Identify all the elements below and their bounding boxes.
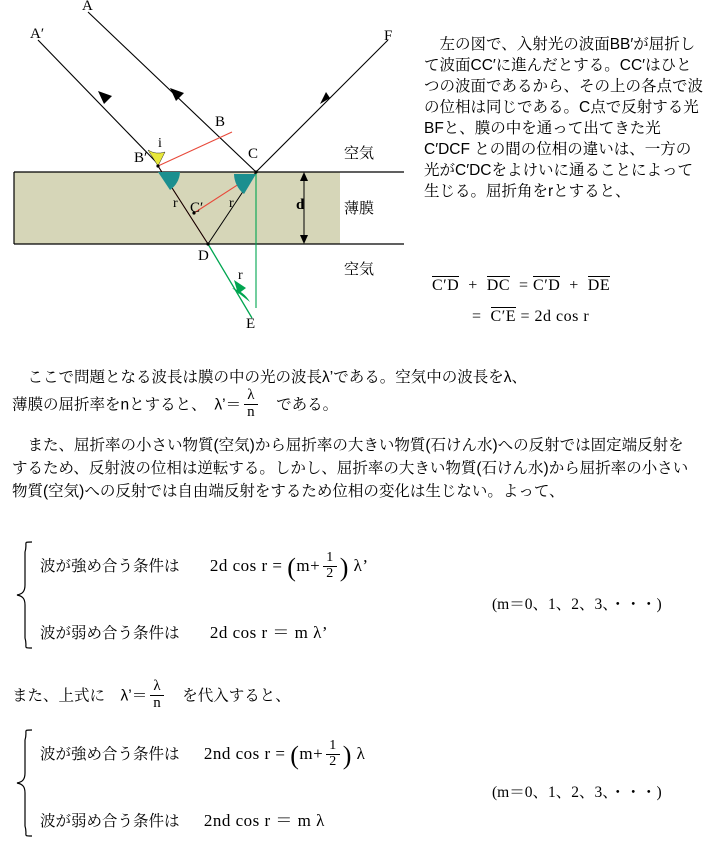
formula-term-DE: DE — [587, 277, 611, 294]
formula-equals-2: = — [472, 308, 487, 325]
label-air-top: 空気 — [344, 145, 375, 162]
formula-term-CprimeE: C′E — [490, 308, 516, 325]
label-C: C — [248, 146, 259, 162]
strengthen-eq-m-2: m+ — [299, 744, 324, 764]
body-paragraph-1 — [12, 366, 702, 389]
fraction-numerator: 1 — [329, 738, 337, 753]
body-paragraph-1b — [12, 389, 702, 422]
weaken-condition-row-2 — [40, 806, 325, 831]
transmitted-ray-D-E — [208, 244, 252, 318]
strengthen-condition-label-2: 波が強め合う条件は — [40, 746, 180, 764]
right-paragraph-1: 左の図で、入射光の波面BB′が屈折して波面CC′に進んだとする。CC′はひとつの波面であるから、その上の各点で波の位相は同じである。C点で反射する光BFと、膜の中を通って出てきた光 C′DCF との間の位相の違いは、一方の光がC′DCをよけいに通ることによって生じる。屈折角をrとすると、 — [424, 36, 704, 200]
paragraph-2-text: また、屈折率の小さい物質(空気)から屈折率の大きい物質(石けん水)への反射では固定端反射をするため、反射波の位相は逆転する。しかし、屈折率の大きい物質(石けん水)から屈折率の小さい物質(空気)への反射では自由端反射をするため位相の変化は生じない。よって、 — [12, 437, 689, 500]
fraction-denominator: n — [150, 695, 164, 712]
fraction-denominator: 2 — [326, 754, 340, 770]
label-angle-r-right: r — [229, 196, 234, 211]
weaken-equation-1: 2d cos r ＝ m λ’ — [209, 623, 329, 642]
label-E: E — [246, 316, 256, 332]
label-D: D — [198, 248, 209, 264]
label-angle-r-left: r — [173, 196, 178, 211]
brace-1 — [14, 540, 38, 650]
fraction-denominator: n — [244, 404, 258, 421]
fraction-numerator: λ — [247, 387, 255, 403]
condition-group-1 — [14, 540, 700, 650]
figure-svg — [0, 0, 420, 360]
strengthen-equation-1 — [210, 552, 369, 582]
brace-2 — [14, 728, 38, 838]
strengthen-condition-label-1: 波が強め合う条件は — [40, 558, 180, 576]
body-paragraph-2 — [12, 434, 698, 503]
strengthen-eq-pre-1: 2d cos r = — [209, 556, 283, 576]
fraction-numerator: λ — [153, 678, 161, 694]
fraction-one-half-1 — [323, 551, 337, 581]
fraction-one-half-2 — [326, 739, 340, 769]
strengthen-eq-post-1: λ’ — [353, 556, 369, 576]
label-A-prime: A′ — [30, 26, 45, 42]
point-D-dot — [206, 242, 209, 245]
condition-group-2 — [14, 728, 700, 838]
paragraph-1-line-2-pre: 薄膜の屈折率をnとすると、 λ’＝ — [12, 396, 242, 414]
strengthen-condition-row-2 — [40, 740, 365, 770]
label-film: 薄膜 — [344, 200, 375, 217]
point-C-dot — [254, 170, 257, 173]
formula-line2-rest: = 2d cos r — [520, 308, 590, 325]
brace-1-path — [17, 542, 32, 648]
weaken-equation-2: 2nd cos r ＝ m λ — [203, 811, 325, 830]
m-range-2: (m＝0、1、2、3、・・・) — [492, 784, 662, 801]
strengthen-eq-post-2: λ — [356, 744, 366, 764]
paragraph-3-post: を代入すると、 — [166, 687, 291, 705]
m-range-1: (m＝0、1、2、3、・・・) — [492, 596, 662, 613]
fraction-denominator: 2 — [323, 566, 337, 582]
right-paren-2: ) — [342, 741, 352, 771]
fraction-numerator: 1 — [326, 550, 334, 565]
strengthen-condition-row-1 — [40, 552, 369, 582]
left-paren-1: ( — [287, 553, 297, 583]
formula-term-CprimeD: C′D — [432, 277, 460, 294]
formula-line-1 — [432, 276, 706, 295]
left-paren-2: ( — [290, 741, 300, 771]
weaken-condition-row-1 — [40, 618, 328, 643]
weaken-condition-label-2: 波が弱め合う条件は — [40, 813, 180, 830]
paragraph-3-pre: また、上式に λ’＝ — [12, 687, 148, 705]
right-paren-1: ) — [339, 553, 349, 583]
fraction-lambda-over-n-1 — [244, 388, 258, 421]
arrow-ray-Aprime — [98, 91, 112, 104]
strengthen-equation-2 — [204, 740, 366, 770]
label-B: B — [215, 114, 226, 130]
wavefront-BBprime — [158, 132, 232, 166]
fraction-lambda-over-n-2 — [150, 679, 164, 712]
formula-term-DC: DC — [486, 277, 510, 294]
label-C-prime: C′ — [190, 200, 204, 216]
label-F: F — [384, 28, 393, 44]
strengthen-eq-m-1: m+ — [296, 556, 321, 576]
strengthen-eq-pre-2: 2nd cos r = — [203, 744, 286, 764]
label-air-bottom: 空気 — [344, 261, 375, 278]
arrow-ray-A — [170, 88, 184, 101]
label-B-prime: B′ — [134, 150, 148, 166]
ray-Aprime-to-Bprime — [38, 40, 158, 164]
formula-term-CprimeD-2: C′D — [533, 277, 561, 294]
right-explanation-text — [424, 34, 706, 202]
right-formula-block — [432, 276, 706, 326]
label-angle-i: i — [158, 136, 162, 151]
paragraph-1-line-1: ここで問題となる波長は膜の中の光の波長λ’である。空気中の波長をλ、 — [12, 369, 527, 386]
point-Bprime-dot — [156, 164, 159, 167]
body-paragraph-3 — [12, 680, 702, 713]
arrow-ray-F — [320, 92, 330, 104]
formula-equals-1: = — [514, 277, 529, 294]
formula-plus-1: + — [463, 277, 483, 294]
label-A: A — [82, 0, 93, 14]
optics-figure — [0, 0, 420, 360]
formula-plus-2: + — [564, 277, 584, 294]
label-d: d — [296, 197, 305, 213]
paragraph-1-line-2-post: である。 — [260, 396, 339, 414]
brace-2-path — [17, 730, 32, 836]
formula-line-2 — [472, 307, 706, 326]
label-angle-r-bottom: r — [238, 268, 243, 283]
weaken-condition-label-1: 波が弱め合う条件は — [40, 625, 180, 642]
